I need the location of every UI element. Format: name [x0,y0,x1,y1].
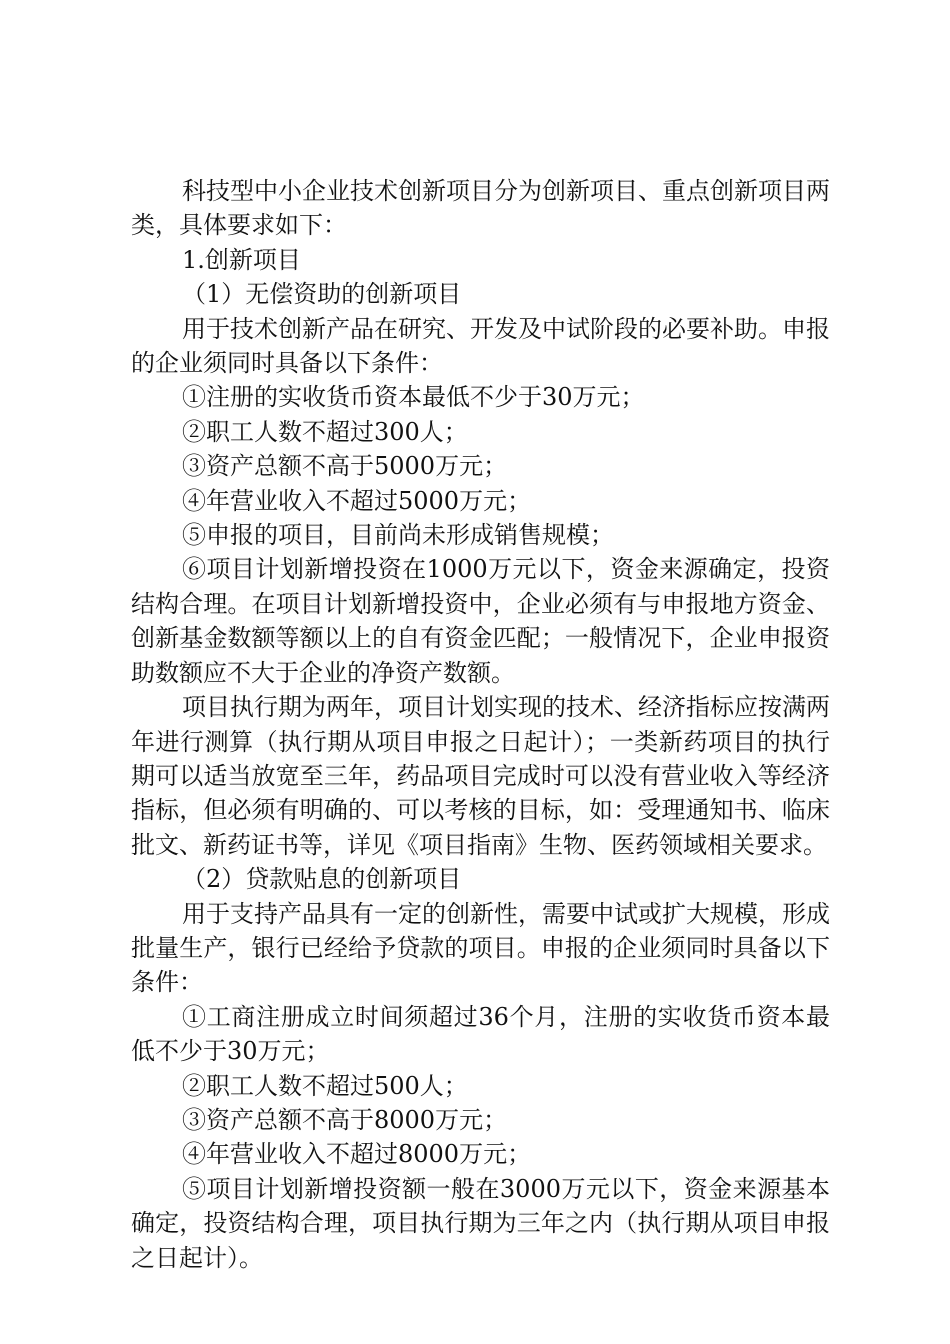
grant-purpose-paragraph: 用于技术创新产品在研究、开发及中试阶段的必要补助。申报的企业须同时具备以下条件： [131,314,830,378]
loan-condition-5: ⑤项目计划新增投资额一般在3000万元以下，资金来源基本确定，投资结构合理，项目执行期为三年之内（执行期从项目申报之日起计）。 [131,1174,830,1272]
loan-purpose-paragraph: 用于支持产品具有一定的创新性，需要中试或扩大规模，形成批量生产，银行已经给予贷款的项目。申报的企业须同时具备以下条件： [131,899,830,997]
grant-execution-period-paragraph: 项目执行期为两年，项目计划实现的技术、经济指标应按满两年进行测算（执行期从项目申报之日起计）；一类新药项目的执行期可以适当放宽至三年，药品项目完成时可以没有营业收入等经济指标，但必须有明确的、可以考核的目标，如：受理通知书、临床批文、新药证书等，详见《项目指南》生物、医药领域相关要求。 [131,693,830,859]
grant-condition-1: ①注册的实收货币资本最低不少于30万元； [182,383,645,412]
grant-condition-2: ②职工人数不超过300人； [182,417,468,446]
subsection-heading-grant-projects: （1）无偿资助的创新项目 [182,280,462,309]
grant-condition-6: ⑥项目计划新增投资在1000万元以下，资金来源确定，投资结构合理。在项目计划新增投资中，企业必须有与申报地方资金、创新基金数额等额以上的自有资金匹配；一般情况下，企业申报资助数额应不大于企业的净资产数额。 [131,555,830,687]
grant-condition-4: ④年营业收入不超过5000万元； [182,486,532,515]
loan-condition-1: ①工商注册成立时间须超过36个月，注册的实收货币资本最低不少于30万元； [131,1002,830,1066]
grant-condition-5: ⑤申报的项目，目前尚未形成销售规模； [182,521,614,550]
section-heading-innovation-projects: 1.创新项目 [182,245,301,274]
loan-condition-4: ④年营业收入不超过8000万元； [182,1140,532,1169]
subsection-heading-loan-interest-projects: （2）贷款贴息的创新项目 [182,865,462,894]
intro-paragraph: 科技型中小企业技术创新项目分为创新项目、重点创新项目两类，具体要求如下： [131,177,830,240]
loan-condition-2: ②职工人数不超过500人； [182,1071,468,1100]
grant-condition-3: ③资产总额不高于5000万元； [182,452,508,481]
loan-condition-3: ③资产总额不高于8000万元； [182,1105,508,1134]
document-body [131,174,830,1275]
